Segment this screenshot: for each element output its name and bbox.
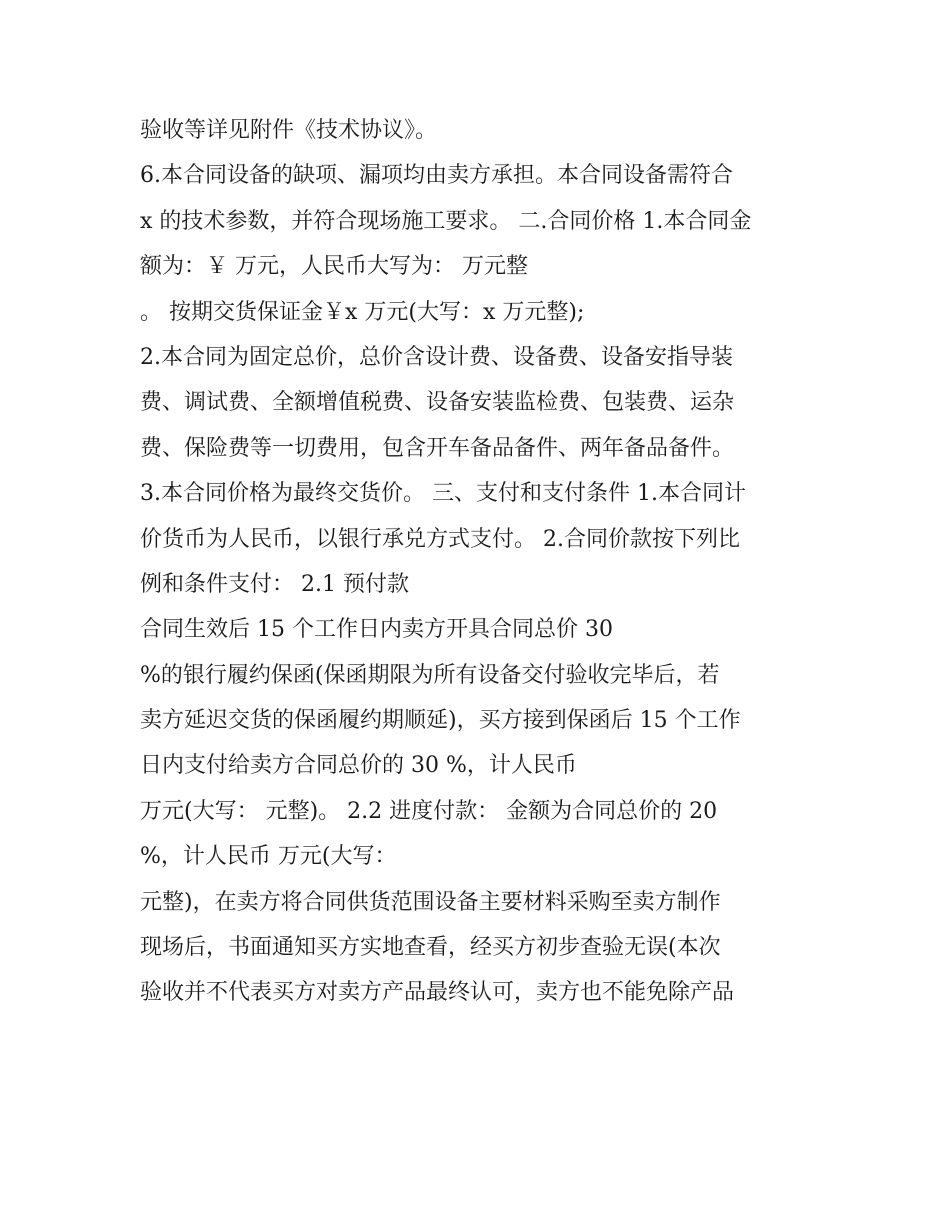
text-line: 万元(大写： 元整)。 2.2 进度付款： 金额为合同总价的 20 — [140, 798, 718, 824]
text-line: 2.本合同为固定总价，总价含设计费、设备费、设备安指导装 — [140, 344, 733, 370]
text-line: 3.本合同价格为最终交货价。 三、支付和支付条件 1.本合同计 — [140, 481, 746, 507]
text-line: 日内支付给卖方合同总价的 30 %，计人民币 — [140, 753, 577, 779]
contract-text-block — [140, 108, 830, 1016]
text-line: 费、保险费等一切费用，包含开车备品备件、两年备品备件。 — [140, 435, 735, 461]
text-line: 现场后，书面通知买方实地查看，经买方初步查验无误(本次 — [140, 935, 721, 961]
text-line: 验收并不代表买方对卖方产品最终认可，卖方也不能免除产品 — [140, 980, 735, 1006]
text-line: %的银行履约保函(保函期限为所有设备交付验收完毕后，若 — [140, 662, 720, 688]
text-line: 元整)，在卖方将合同供货范围设备主要材料采购至卖方制作 — [140, 889, 721, 915]
text-line: 价货币为人民币，以银行承兑方式支付。 2.合同价款按下列比 — [140, 526, 740, 552]
text-line: 额为：￥ 万元，人民币大写为： 万元整 — [140, 254, 528, 280]
text-line: 例和条件支付： 2.1 预付款 — [140, 571, 409, 597]
text-line: 费、调试费、全额增值税费、设备安装监检费、包装费、运杂 — [140, 390, 735, 416]
text-line: 合同生效后 15 个工作日内卖方开具合同总价 30 — [140, 617, 613, 643]
text-line: 6.本合同设备的缺项、漏项均由卖方承担。本合同设备需符合 — [140, 163, 733, 189]
text-line: 卖方延迟交货的保函履约期顺延)，买方接到保函后 15 个工作 — [140, 708, 741, 734]
text-line: %，计人民币 万元(大写： — [140, 844, 397, 870]
text-line: 。 按期交货保证金￥x 万元(大写：x 万元整); — [140, 299, 585, 325]
text-line: 验收等详见附件《技术协议》。 — [140, 118, 438, 143]
text-line: x 的技术参数，并符合现场施工要求。 二.合同价格 1.本合同金 — [140, 208, 752, 234]
